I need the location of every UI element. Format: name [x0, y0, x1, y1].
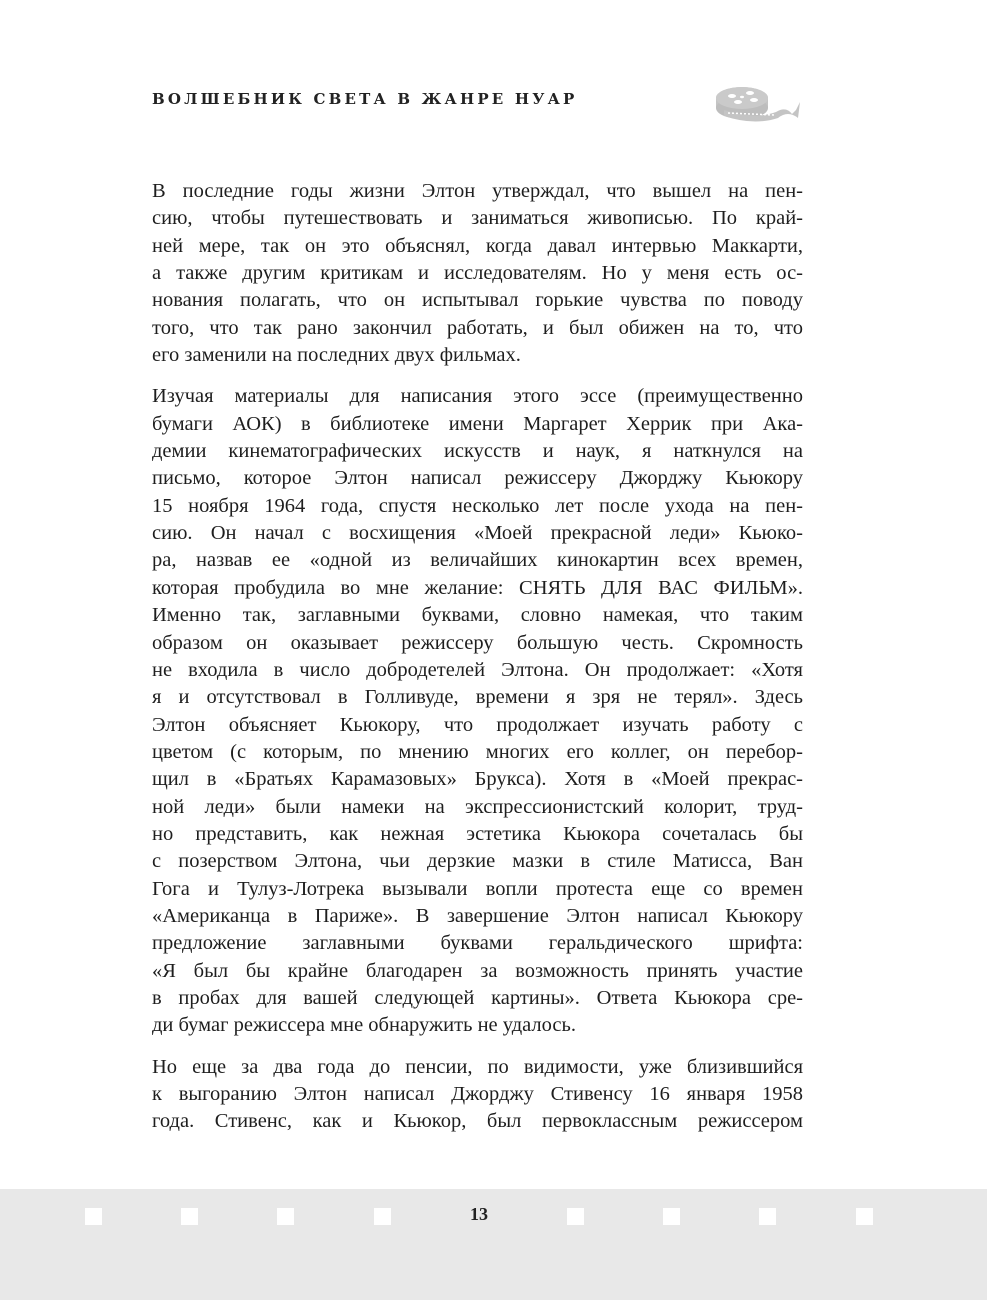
text-line: демии кинематографических искусств и наук, я наткнулся на	[152, 440, 803, 463]
text-line: В последние годы жизни Элтон утверждал, что вышел на пен-	[152, 180, 803, 202]
paragraph	[152, 1054, 803, 1136]
film-perforation	[663, 1208, 680, 1225]
text-line: но представить, как нежная эстетика Кьюкора сочеталась бы	[152, 822, 803, 845]
text-line: его заменили на последних двух фильмах.	[152, 344, 521, 367]
film-reel-icon	[714, 84, 804, 126]
film-perforation	[374, 1208, 391, 1225]
text-line: предложение заглавными буквами геральдического шрифта:	[152, 932, 803, 955]
text-line: которая пробудила во мне желание: СНЯТЬ ДЛЯ ВАС ФИЛЬМ».	[152, 576, 803, 599]
text-line: «Я был бы крайне благодарен за возможность принять участие	[152, 959, 803, 982]
text-line: Изучая материалы для написания этого эссе (преимущественно	[152, 385, 803, 408]
film-perforation	[181, 1208, 198, 1225]
text-line: того, что так рано закончил работать, и был обижен на то, что	[152, 316, 803, 339]
paragraph	[152, 178, 803, 369]
text-line: Но еще за два года до пенсии, по видимости, уже близившийся	[152, 1055, 803, 1078]
text-line: письмо, которое Элтон написал режиссеру Джорджу Кьюкору	[152, 467, 803, 490]
text-line: Гога и Тулуз-Лотрека вызывали вопли протеста еще со времен	[152, 877, 803, 900]
film-perforation	[567, 1208, 584, 1225]
text-line: цветом (с которым, по мнению многих его коллег, он перебор-	[152, 740, 803, 763]
text-line: бумаги АОК) в библиотеке имени Маргарет Херрик при Ака-	[152, 412, 803, 435]
paragraph	[152, 383, 803, 1039]
text-line: 15 ноября 1964 года, спустя несколько лет после ухода на пен-	[152, 494, 803, 517]
text-line: не входила в число добродетелей Элтона. Он продолжает: «Хотя	[152, 658, 803, 681]
film-perforation	[759, 1208, 776, 1225]
text-line: ра, назвав ее «одной из величайших кинокартин всех времен,	[152, 549, 803, 572]
film-perforation	[85, 1208, 102, 1225]
text-line: Именно так, заглавными буквами, словно намекая, что таким	[152, 604, 803, 627]
text-line: сию, чтобы путешествовать и заниматься живописью. По край-	[152, 207, 803, 230]
text-line: а также другим критикам и исследователям. Но у меня есть ос-	[152, 262, 803, 285]
text-line: года. Стивенс, как и Кьюкор, был первоклассным режиссером	[152, 1110, 803, 1133]
film-perforation	[856, 1208, 873, 1225]
page-number: 13	[470, 1204, 488, 1224]
text-line: «Американца в Париже». В завершение Элтон написал Кьюкору	[152, 904, 803, 927]
text-line: с позерством Элтона, чьи дерзкие мазки в стиле Матисса, Ван	[152, 850, 803, 873]
footer-band	[0, 1189, 987, 1300]
text-line: ной леди» были намеки на экспрессионистский колорит, труд-	[152, 795, 803, 818]
text-line: образом он оказывает режиссеру большую честь. Скромность	[152, 631, 803, 654]
text-line: к выгоранию Элтон написал Джорджу Стивенсу 16 января 1958	[152, 1083, 803, 1105]
text-line: Элтон объясняет Кьюкору, что продолжает изучать работу с	[152, 713, 803, 736]
film-perforation	[277, 1208, 294, 1225]
text-line: ди бумаг режиссера мне обнаружить не удалось.	[152, 1014, 576, 1037]
text-line: я и отсутствовал в Голливуде, времени я зря не терял». Здесь	[152, 686, 803, 709]
body-text	[152, 178, 803, 1150]
text-line: ней мере, так он это объяснял, когда давал интервью Маккарти,	[152, 234, 803, 257]
text-line: щил в «Братьях Карамазовых» Брукса). Хотя в «Моей прекрас-	[152, 768, 803, 791]
text-line: в пробах для вашей следующей картины». Ответа Кьюкора сре-	[152, 986, 803, 1009]
running-head: ВОЛШЕБНИК СВЕТА В ЖАНРЕ НУАР	[152, 90, 578, 108]
text-line: сию. Он начал с восхищения «Моей прекрасной леди» Кьюко-	[152, 522, 803, 545]
text-line: нования полагать, что он испытывал горькие чувства по поводу	[152, 289, 803, 312]
